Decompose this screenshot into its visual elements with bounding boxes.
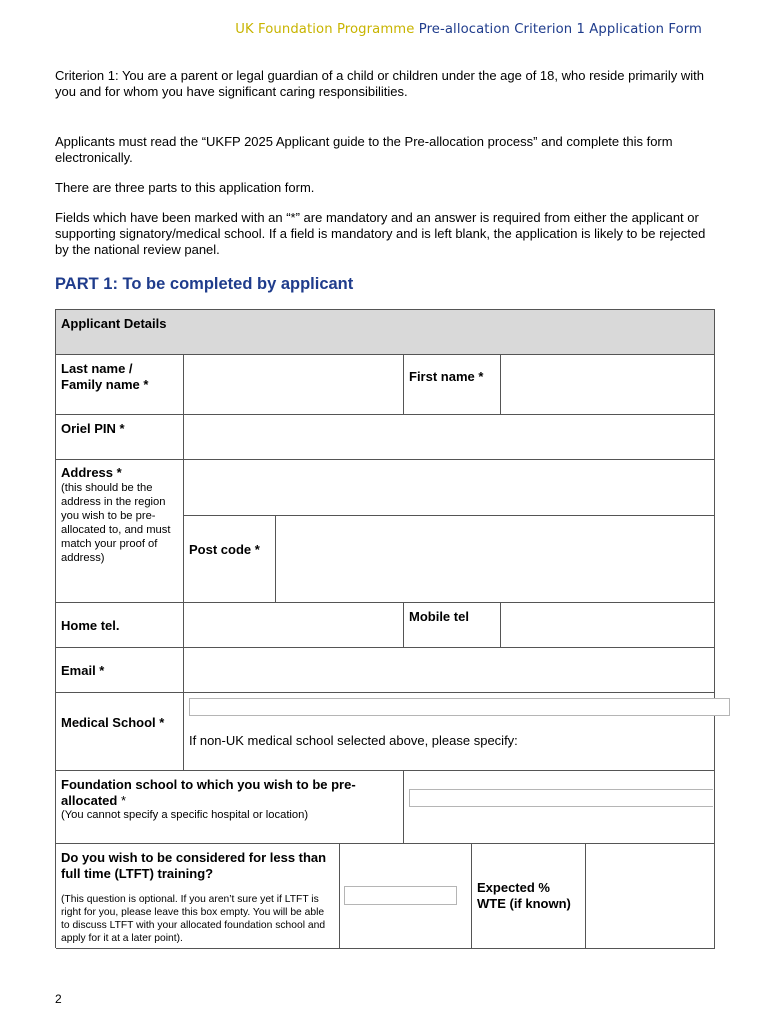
postcode-label: Post code * (189, 542, 260, 557)
section-header: Applicant Details (61, 316, 167, 331)
postcode-input[interactable] (276, 516, 715, 603)
section-header-cell (56, 310, 715, 355)
wte-input[interactable] (586, 844, 715, 949)
page-number: 2 (55, 992, 62, 1006)
first-name-label: First name * (409, 369, 484, 384)
non-uk-school-label: If non-UK medical school selected above, please specify: (189, 733, 518, 748)
ltft-input[interactable] (344, 886, 457, 905)
ltft-label-cell (56, 844, 340, 949)
address-note: (this should be the address in the region you wish to be pre-allocated to, and must match your proof of address) (61, 482, 171, 564)
address-label-cell (56, 460, 184, 603)
oriel-pin-label-cell (56, 415, 184, 460)
address-input[interactable] (184, 460, 715, 516)
address-label: Address * (61, 465, 122, 480)
header-programme: UK Foundation Programme (235, 22, 415, 37)
mobile-tel-label: Mobile tel (409, 609, 469, 624)
last-name-label-2: Family name * (61, 377, 149, 392)
part1-title: PART 1: To be completed by applicant (55, 275, 354, 293)
foundation-school-label-cell (56, 771, 404, 844)
email-label-cell (56, 648, 184, 693)
foundation-school-dropdown[interactable] (409, 789, 713, 807)
ltft-answer-cell (340, 844, 472, 949)
page-header (0, 22, 702, 37)
medical-school-label-cell (56, 693, 184, 771)
medical-school-cell (184, 693, 715, 771)
home-tel-label: Home tel. (61, 618, 120, 633)
home-tel-input[interactable] (184, 603, 404, 648)
mobile-tel-input[interactable] (501, 603, 715, 648)
first-name-input[interactable] (501, 355, 715, 415)
last-name-label-cell (56, 355, 184, 415)
wte-label-cell (472, 844, 586, 949)
foundation-school-cell (404, 771, 715, 844)
criterion-text: Criterion 1: You are a parent or legal guardian of a child or children under the age of 18, who reside primarily with you and for whom you have significant caring responsibilities. (55, 68, 704, 99)
applicant-details-table (55, 309, 715, 948)
mandatory-text: Fields which have been marked with an “*” are mandatory and an answer is required from either the applicant or supporting signatory/medical school. If a field is mandatory and is left blank, the application is likely to be rejected by the national review panel. (55, 210, 706, 257)
first-name-label-cell (404, 355, 501, 415)
ltft-note: (This question is optional. If you aren’t sure yet if LTFT is right for you, please leave this box empty. You will be able to discuss LTFT with your allocated foundation school and apply for it at a later point). (61, 894, 326, 944)
last-name-input[interactable] (184, 355, 404, 415)
header-form-title: Pre-allocation Criterion 1 Application Form (418, 22, 702, 37)
foundation-school-label: Foundation school to which you wish to be pre-allocated (61, 777, 356, 808)
oriel-pin-label: Oriel PIN * (61, 421, 125, 436)
foundation-school-label-wrap (61, 777, 391, 809)
foundation-school-note: (You cannot specify a specific hospital or location) (61, 809, 309, 821)
medical-school-label: Medical School * (61, 715, 165, 730)
medical-school-dropdown[interactable] (189, 698, 730, 716)
postcode-label-cell (184, 516, 276, 603)
email-input[interactable] (184, 648, 715, 693)
home-tel-label-cell (56, 603, 184, 648)
oriel-pin-input[interactable] (184, 415, 715, 460)
parts-text: There are three parts to this application form. (55, 180, 315, 195)
guide-text: Applicants must read the “UKFP 2025 Applicant guide to the Pre-allocation process” and complete this form electronically. (55, 134, 673, 165)
wte-label: Expected % WTE (if known) (477, 880, 571, 911)
ltft-label: Do you wish to be considered for less than full time (LTFT) training? (61, 850, 327, 881)
last-name-label-1: Last name / (61, 361, 133, 376)
mobile-tel-label-cell (404, 603, 501, 648)
foundation-school-star: * (117, 793, 127, 808)
email-label: Email * (61, 663, 105, 678)
